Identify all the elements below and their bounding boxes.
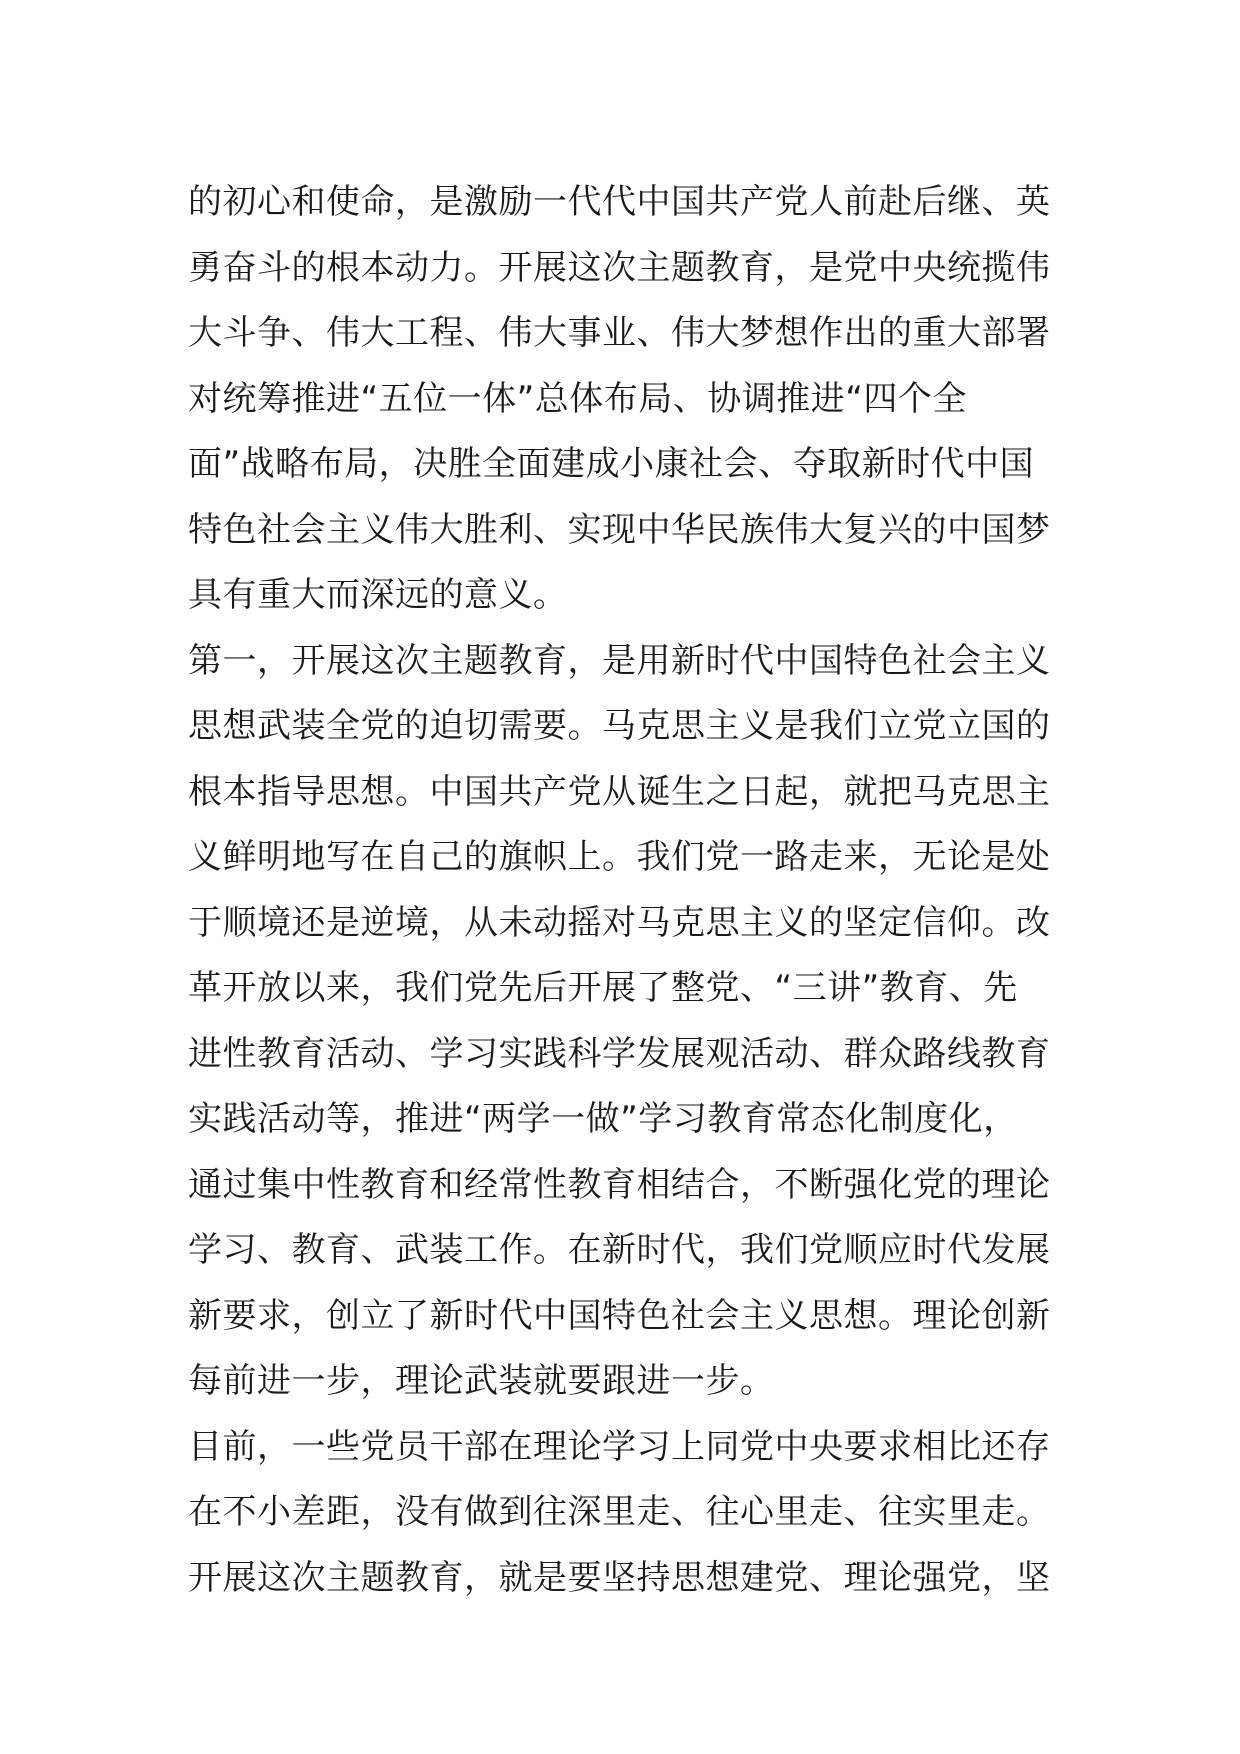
text-line: 学习、教育、武装工作。在新时代，我们党顺应时代发展	[188, 1230, 1051, 1270]
text-line: 开展这次主题教育，就是要坚持思想建党、理论强党，坚	[188, 1557, 1051, 1598]
text-line: 对统筹推进“五位一体”总体布局、协调推进“四个全	[188, 378, 967, 419]
text-line: 于顺境还是逆境，从未动摇对马克思主义的坚定信仰。改	[188, 902, 1051, 943]
document-body	[188, 170, 1058, 1611]
text-line: 每前进一步，理论武装就要跟进一步。	[188, 1361, 775, 1401]
text-line: 特色社会主义伟大胜利、实现中华民族伟大复兴的中国梦	[188, 509, 1051, 550]
text-line: 新要求，创立了新时代中国特色社会主义思想。理论创新	[188, 1295, 1051, 1336]
text-line: 通过集中性教育和经常性教育相结合，不断强化党的理论	[188, 1164, 1051, 1205]
text-line: 实践活动等，推进“两学一做”学习教育常态化制度化，	[188, 1099, 1018, 1139]
text-line: 目前，一些党员干部在理论学习上同党中央要求相比还存	[188, 1426, 1051, 1467]
text-line: 进性教育活动、学习实践科学发展观活动、群众路线教育	[188, 1033, 1051, 1074]
text-line: 的初心和使命，是激励一代代中国共产党人前赴后继、英	[188, 182, 1051, 222]
text-line: 在不小差距，没有做到往深里走、往心里走、往实里走。	[188, 1492, 1051, 1532]
text-line: 大斗争、伟大工程、伟大事业、伟大梦想作出的重大部署	[188, 313, 1051, 353]
text-line: 具有重大而深远的意义。	[188, 575, 568, 615]
text-line: 思想武装全党的迫切需要。马克思主义是我们立党立国的	[188, 706, 1051, 746]
text-line: 革开放以来，我们党先后开展了整党、“三讲”教育、先	[188, 968, 1018, 1008]
text-line: 第一，开展这次主题教育，是用新时代中国特色社会主义	[188, 640, 1051, 681]
text-line: 面”战略布局，决胜全面建成小康社会、夺取新时代中国	[188, 444, 1035, 484]
text-line: 勇奋斗的根本动力。开展这次主题教育，是党中央统揽伟	[188, 247, 1051, 288]
text-line: 义鲜明地写在自己的旗帜上。我们党一路走来，无论是处	[188, 837, 1051, 877]
text-line: 根本指导思想。中国共产党从诞生之日起，就把马克思主	[188, 771, 1051, 812]
